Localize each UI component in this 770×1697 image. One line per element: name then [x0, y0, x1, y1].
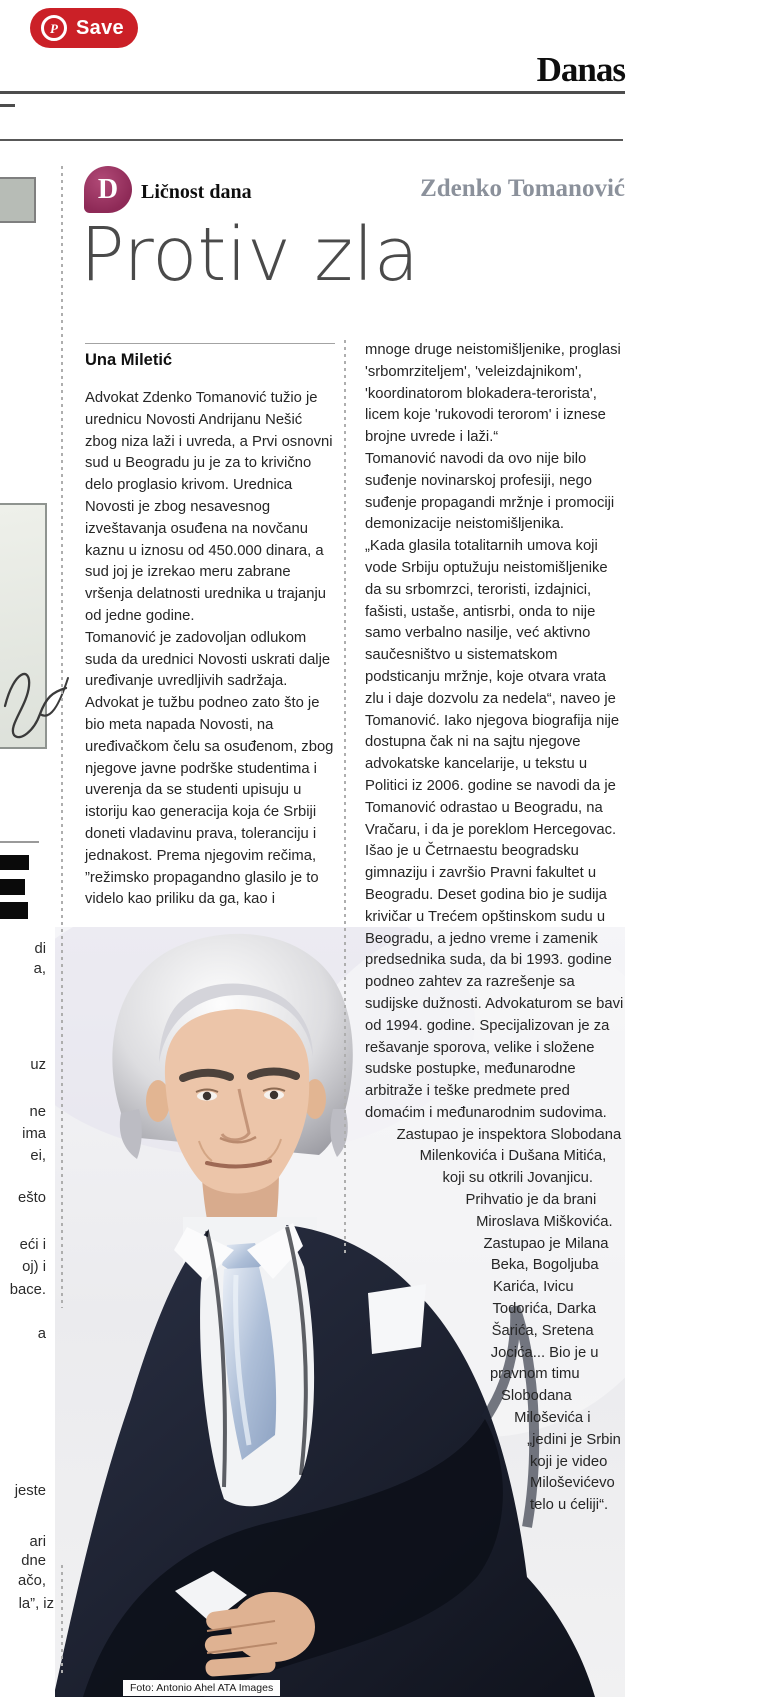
edge-text-fragment: eći i [19, 1237, 46, 1253]
byline-rule [85, 343, 335, 344]
save-button-label: Save [76, 16, 124, 39]
edge-black-bar [0, 902, 28, 919]
edge-text-fragment: ačo, [18, 1573, 46, 1589]
edge-text-fragment: ei, [30, 1148, 46, 1164]
masthead-danas: Danas [536, 50, 625, 89]
danas-d-logo: D [84, 166, 132, 213]
edge-text-fragment: ima [22, 1126, 46, 1142]
article-right-column [365, 340, 627, 1565]
edge-text-fragment: bace. [9, 1282, 46, 1298]
column-separator-dotted [61, 166, 63, 1308]
paragraph: Tomanović navodi da ovo nije bilo suđenje novinarskoj profesiji, nego suđenje propagandi mržnje i promociji demonizacije neistomišljenika. [365, 450, 615, 533]
kicker-licnost-dana: Ličnost dana [141, 181, 252, 203]
edge-text-fragment: a [37, 1326, 46, 1342]
edge-thin-rule [0, 841, 39, 843]
paragraph: „Kada glasila totalitarnih umova koji vode Srbiju optužuju neistomišljenike da su srbomrzci, teroristi, izdajnici, fašisti, ustaše, antisrbi, onda to nije samo verbalno nasilje, već aktivno saučesništvo u sistematskom podsticanju mržnje, koje otvara vrata zlu i daje dozvolu za nedela“, naveo je Tomanović. Iako njegova biografija nije dostupna čak ni na sajtu njegove advokatske kancelarije, u tekstu u Politici iz 2006. godine se navodi da je Tomanović odrastao u Beogradu, na Vračaru, i da je poreklom Hercegovac. Išao je u Četrnaestu beogradsku gimnaziju i završio Pravni fakultet u Beogradu. Deset godina bio je sudija krivičar u Trećem opštinskom sudu u Beogradu, a jedno vreme i zamenik predsednika suda, da bi 1993. godine podneo zahtev za razrešenje sa sudijske dužnosti. Advokaturom se bavi od 1994. godine. Specijalizovan je za rešavanje sporova, velike i složene sudske postupke, međunarodne arbitraže i teške predmete pred domaćim i međunarodnim sudovima. [365, 538, 624, 1121]
edge-black-bar [0, 855, 29, 870]
edge-text-fragment: ne [29, 1104, 46, 1120]
column-separator-dotted [344, 340, 346, 1255]
paragraph: Advokat Zdenko Tomanović tužio je urednicu Novosti Andrijanu Nešić zbog niza laži i uvreda, a Prvi osnovni sud u Beogradu ju je za to krivično delo proglasio krivom. Urednica Novosti je zbog nesavesnog izveštavanja osuđena na novčanu kaznu u iznosu od 450.000 dinara, a sud joj je izrekao meru zabrane vršenja delatnosti urednika u trajanju od jedne godine. [85, 390, 333, 624]
kicker-person-name: Zdenko Tomanović [420, 175, 625, 202]
edge-text-fragment: ari [29, 1534, 46, 1550]
wrap-text: Zastupao je inspektora Slobodana Milenkovića i Dušana Mitića, koji su otkrili Jovanjicu. Prihvatio je da brani Miroslava Miškovića. Zastupao je Milana Beka, Bogoljuba Karića, Ivicu Todorića, Darka Šarića, Sretena Jocića... Bio je u pravnom timu Slobodana Miloševića i „jedini je Srbin koji je video Miloševićevo telo u ćeliji“. [396, 1126, 622, 1514]
article-headline: Protiv zla [80, 212, 420, 298]
edge-black-bar [0, 879, 25, 895]
pinterest-save-button[interactable] [30, 8, 138, 48]
column-separator-dotted [61, 1565, 63, 1673]
article-left-column [85, 388, 337, 911]
header-rule [0, 139, 623, 141]
masthead-rule [0, 91, 625, 94]
adjacent-column-image-fragment [0, 177, 36, 223]
edge-text-fragment: uz [30, 1057, 46, 1073]
photo-credit: Foto: Antonio Ahel ATA Images [123, 1680, 280, 1696]
signature-scribble [0, 648, 70, 748]
byline-author: Una Miletić [85, 351, 173, 369]
paragraph-wrapped-around-photo [365, 1125, 627, 1517]
edge-text-fragment: dne [21, 1553, 46, 1569]
edge-text-fragment: jeste [14, 1483, 46, 1499]
pinterest-icon: P [41, 15, 67, 41]
edge-text-fragment: oj) i [22, 1259, 46, 1275]
edge-text-fragment: la”, iz [18, 1596, 54, 1612]
edge-text-fragment: di [34, 941, 46, 957]
edge-text-fragment: a, [33, 961, 46, 977]
paragraph: mnoge druge neistomišljenike, proglasi 'srbomrziteljem', 'veleizdajnikom', 'koordinatorom blokadera-terorista', licem koje 'rukovodi terorom' i iznese brojne uvrede i laži.“ [365, 342, 621, 446]
edge-rule-fragment [0, 104, 15, 107]
edge-text-fragment: ešto [18, 1190, 46, 1206]
paragraph: Tomanović je zadovoljan odlukom suda da urednici Novosti uskrati dalje uređivanje uvredljivih sadržaja. Advokat je tužbu podneo zato što je bio meta napada Novosti, na uređivačkom čelu sa osuđenom, zbog njegove javne podrške studentima i uverenja da se studenti upisuju u istoriju kao generacija koja će Srbiji doneti vladavinu prava, toleranciju i jednakost. Prema njegovim rečima, ”režimsko propagandno glasilo je to videlo kao priliku da ga, kao i [85, 629, 334, 908]
